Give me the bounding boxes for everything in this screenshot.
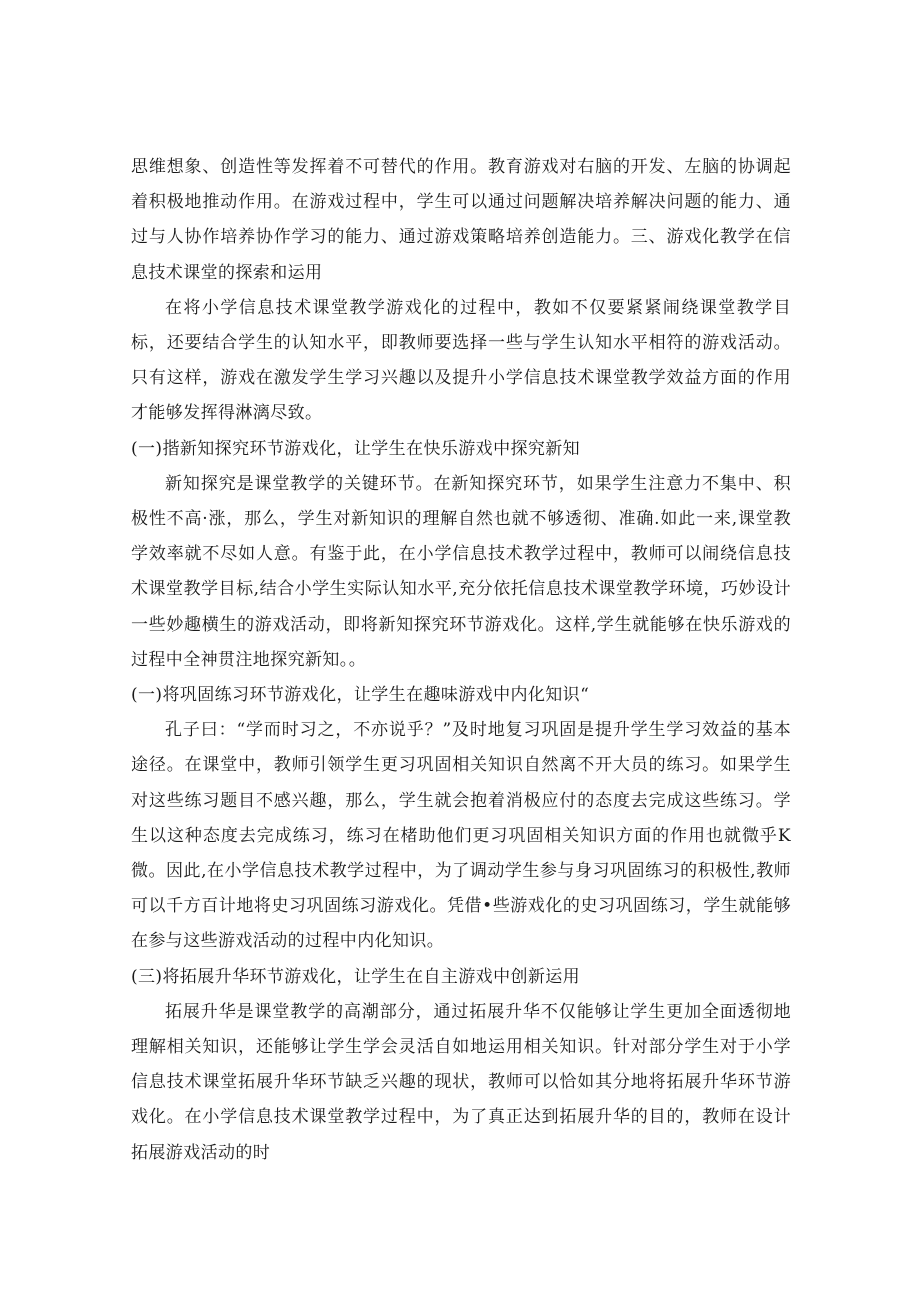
section-heading-extension: (三)将拓展升华环节游戏化，让学生在自主游戏中创新运用 (131, 966, 581, 987)
paragraph-new-knowledge: 新知探究是课堂教学的关键环节。在新知探究环节，如果学生注意力不集中、积极性不高·涨，那么，学生对新知识的理解自然也就不够透彻、准确.如此一来,课堂教学效率就不尽如人意。有鉴于此，在小学信息技术教学过程中，教师可以闹绕信息技术课堂教学目标,结合小学生实际认知水平,充分依托信息技术课堂教学环境，巧妙设计一些妙趣横生的游戏活动，即将新知探究环节游戏化。这样,学生就能够在快乐游戏的过程中全神贯注地探究新知。。 (131, 473, 791, 670)
paragraph-intro: 思维想象、创造性等发挥着不可替代的作用。教育游戏对右脑的开发、左脑的协调起着积极地推动作用。在游戏过程中，学生可以通过问题解决培养解决问题的能力、通过与人协作培养协作学习的能力、通过游戏策略培养创造能力。三、游戏化教学在信息技术课堂的探索和运用 (131, 157, 791, 283)
document-body (131, 150, 791, 1171)
paragraph-gamification-intro: 在将小学信息技术课堂教学游戏化的过程中，教如不仅要紧紧闹绕课堂教学目标，还要结合学生的认知水平，即教师要选择一些与学生认知水平相符的游戏活动。只有这样，游戏在激发学生学习兴趣以及提升小学信息技术课堂教学效益方面的作用才能够发挥得淋漓尽致。 (131, 297, 791, 424)
paragraph-extension: 拓展升华是课堂教学的高潮部分，通过拓展升华不仅能够让学生更加全面透彻地理解相关知识，还能够让学生学会灵活自如地运用相关知识。针对部分学生对于小学信息技术课堂拓展升华环节缺乏兴趣的现状，教师可以恰如其分地将拓展升华环节游戏化。在小学信息技术课堂教学过程中，为了真正达到拓展升华的目的，教师在设计拓展游戏活动的时 (131, 1001, 791, 1163)
section-heading-practice: (一)将巩固练习环节游戏化，让学生在趣味游戏中内化知识“ (131, 685, 590, 706)
section-heading-new-knowledge: (一)揩新知探究环节游戏化，让学生在快乐游戏中探究新知 (131, 438, 581, 459)
paragraph-practice: 孔子曰：“学而时习之，不亦说乎？”及时地复习巩固是提升学生学习效益的基本途径。在课堂中，教师引领学生更习巩固相关知识自然离不开大员的练习。如果学生对这些练习题目不感兴趣，那么，学生就会抱着消极应付的态度去完成这些练习。学生以这种态度去完成练习，练习在楮助他们更习巩固相关知识方面的作用也就微乎K微。因此,在小学信息技术教学过程中，为了调动学生参与身习巩固练习的积极性,教师可以千方百计地将史习巩固练习游戏化。凭借•些游戏化的史习巩固练习，学生就能够在参与这些游戏活动的过程中内化知识。 (131, 720, 791, 952)
